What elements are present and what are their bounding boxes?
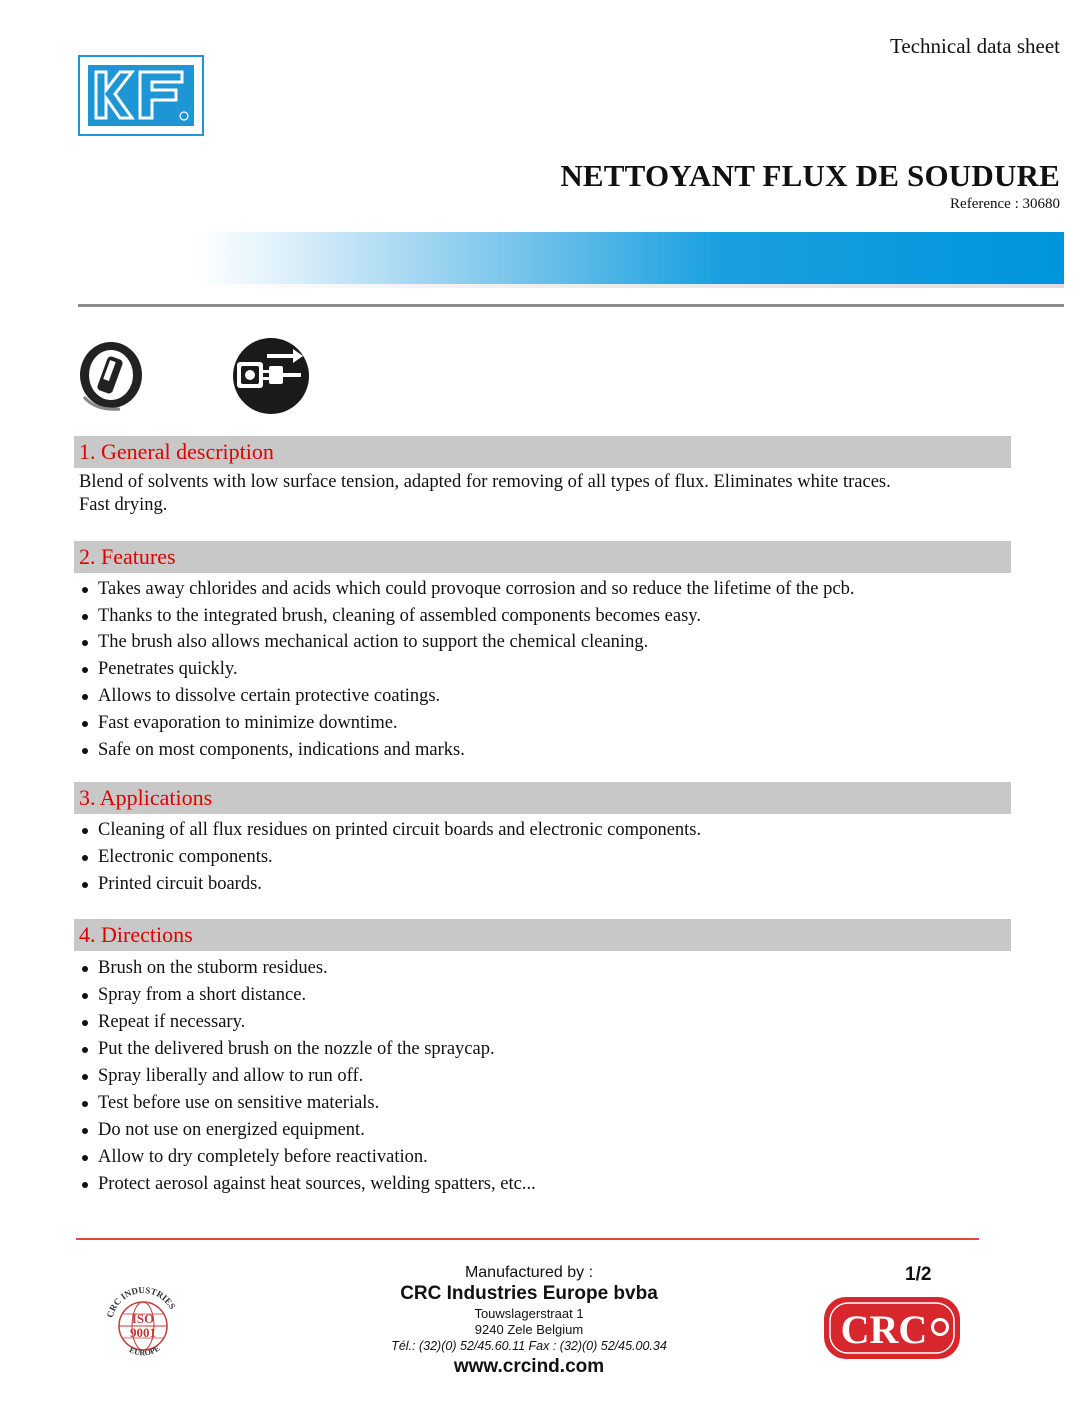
list-item: Allows to dissolve certain protective coatings. [79,684,854,711]
list-item: Test before use on sensitive materials. [79,1091,536,1118]
general-description-line: Fast drying. [79,495,168,515]
list-item: Safe on most components, indications and marks. [79,738,854,765]
section-heading: 1. General description [79,439,274,464]
iso-bottom-text: EUROPE [127,1343,162,1358]
list-item: Allow to dry completely before reactivation. [79,1145,536,1172]
iso-number-1: ISO [131,1311,155,1326]
manufacturer-block [360,1263,698,1379]
general-description-line: Blend of solvents with low surface tension, adapted for removing of all types of flux. Eliminates white traces. [79,472,891,492]
website-link[interactable]: www.crcind.com [453,1356,605,1377]
manufactured-by-label: Manufactured by : [464,1264,594,1281]
document-type-label: Technical data sheet [890,34,1060,58]
list-item: Thanks to the integrated brush, cleaning of assembled components becomes easy. [79,604,854,630]
list-item: Repeat if necessary. [79,1010,536,1037]
list-item: Takes away chlorides and acids which could provoque corrosion and so reduce the lifetime of the pcb. [79,577,854,604]
list-item: The brush also allows mechanical action to support the chemical cleaning. [79,630,854,657]
list-item: Cleaning of all flux residues on printed circuit boards and electronic components. [79,818,701,845]
company-name: CRC Industries Europe bvba [400,1283,658,1304]
page-number: 1/2 [905,1264,932,1285]
kf-logo [78,55,204,136]
section-heading: 2. Features [79,544,176,569]
list-item: Penetrates quickly. [79,657,854,684]
list-item: Electronic components. [79,845,701,872]
header-divider [78,304,1064,307]
aerosol-recycle-icon [76,337,146,413]
list-item: Fast evaporation to minimize downtime. [79,711,854,738]
list-item: Printed circuit boards. [79,872,701,899]
footer-divider [76,1238,979,1240]
iso-number-2: 9001 [130,1325,156,1340]
header-gradient-band [195,232,1064,284]
crc-logo-text: CRC [840,1307,928,1352]
header-band-shadow [195,284,1064,288]
section-features [74,541,1011,573]
list-item: Brush on the stuborm residues. [79,956,536,983]
section-applications [74,782,1011,814]
list-item: Do not use on energized equipment. [79,1118,536,1145]
reference-number: Reference : 30680 [950,196,1060,212]
section-directions [74,919,1011,951]
section-general-description [74,436,1011,468]
unplug-equipment-icon [231,336,311,416]
list-item: Spray from a short distance. [79,983,536,1010]
list-item: Protect aerosol against heat sources, welding spatters, etc... [79,1172,536,1199]
section-heading: 3. Applications [79,785,213,810]
directions-list [79,956,536,1199]
city-address: 9240 Zele Belgium [474,1322,584,1337]
list-item: Put the delivered brush on the nozzle of the spraycap. [79,1037,536,1064]
iso-9001-seal [100,1278,186,1370]
applications-list [79,818,701,899]
crc-logo [822,1293,962,1363]
product-title: NETTOYANT FLUX DE SOUDURE [560,158,1060,193]
iso-top-text: CRC INDUSTRIES [104,1284,178,1319]
phone-fax: Tél.: (32)(0) 52/45.60.11 Fax : (32)(0) 52/45.00.34 [391,1339,667,1353]
list-item: Spray liberally and allow to run off. [79,1064,536,1091]
general-description-text [79,471,1004,517]
section-heading: 4. Directions [79,922,193,947]
street-address: Touwslagerstraat 1 [474,1306,584,1321]
features-list [79,577,854,765]
